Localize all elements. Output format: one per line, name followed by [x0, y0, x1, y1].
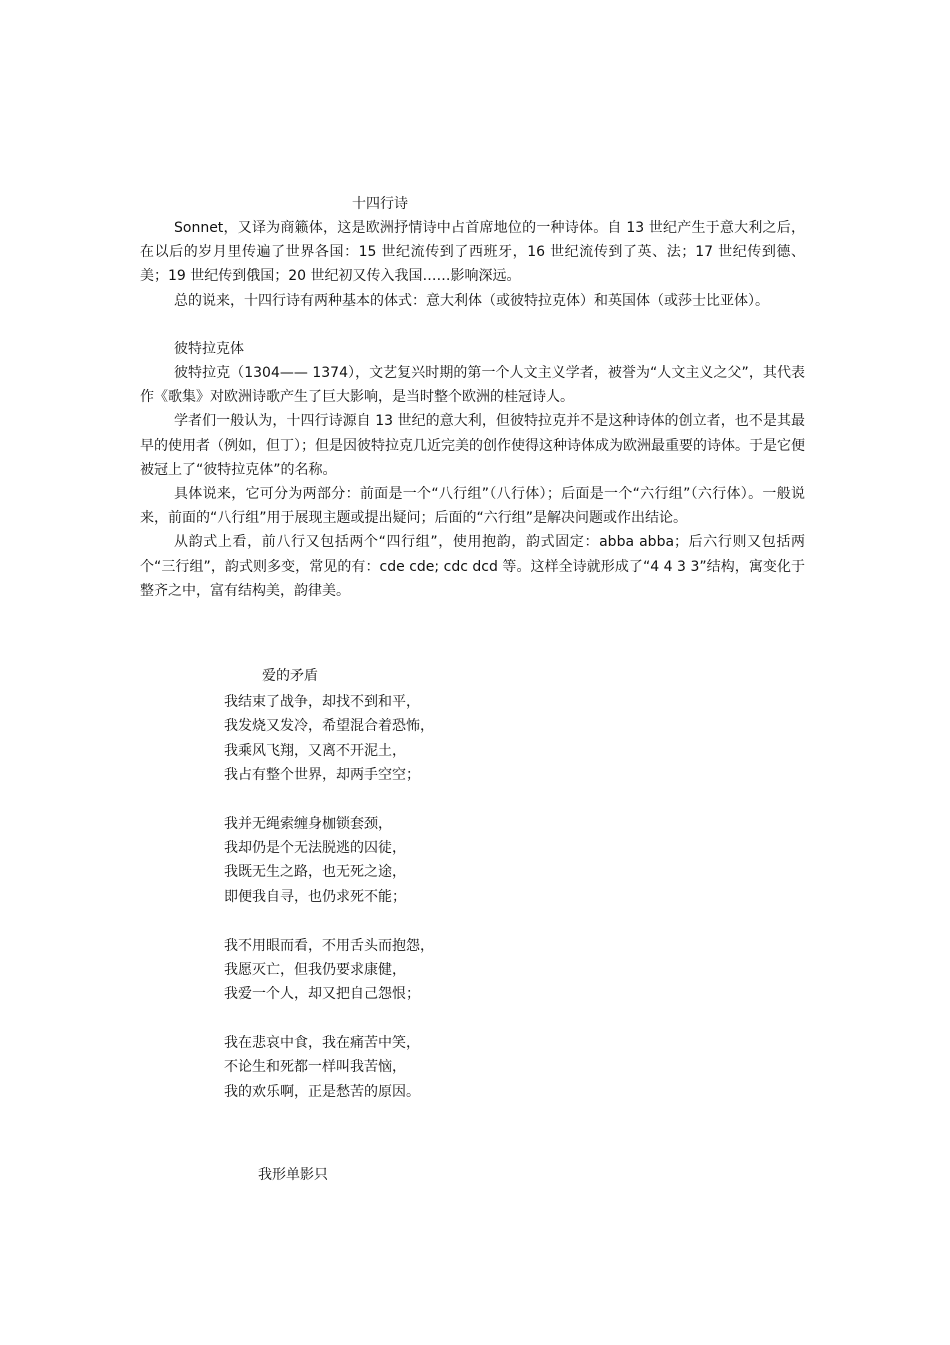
document-title: 十四行诗 — [352, 196, 408, 212]
poem-stanza-1 — [224, 690, 434, 787]
poem-stanza-3 — [224, 934, 434, 1007]
section-paragraph-2: 学者们一般认为，十四行诗源自 13 世纪的意大利，但彼特拉克并不是这种诗体的创立者，也不是其最早的使用者（例如，但丁）；但是因彼特拉克几近完美的创作使得这种诗体成为欧洲最重要的诗体。于是它便被冠上了“彼特拉克体”的名称。 — [140, 413, 805, 478]
spacer — [140, 313, 805, 337]
poem-line: 我既无生之路，也无死之途， — [224, 864, 406, 881]
section-paragraph-1: 彼特拉克（1304—— 1374），文艺复兴时期的第一个人文主义学者，被誉为“人文主义之父”，其代表作《歌集》对欧洲诗歌产生了巨大影响，是当时整个欧洲的桂冠诗人。 — [140, 365, 805, 406]
section-paragraph-3: 具体说来，它可分为两部分：前面是一个“八行组”（八行体）；后面是一个“六行组”（六行体）。一般说来，前面的“八行组”用于展现主题或提出疑问；后面的“六行组”是解决问题或作出结论。 — [140, 486, 805, 527]
section-paragraph-4: 从韵式上看，前八行又包括两个“四行组”，使用抱韵，韵式固定：abba abba；后六行则又包括两个“三行组”，韵式则多变，常见的有：cde cde; cdc dcd 等。这样全诗就形成了“4 4 3 3”结构，寓变化于整齐之中，富有结构美，韵律美。 — [140, 534, 805, 599]
poem-line: 我却仍是个无法脱逃的囚徒， — [224, 840, 406, 857]
poem-stanza-4 — [224, 1031, 434, 1104]
poem-line: 我爱一个人，却又把自己怨恨； — [224, 986, 420, 1003]
next-section-heading: 我形单影只 — [258, 1167, 328, 1183]
poem-line: 即便我自寻，也仍求死不能； — [224, 888, 406, 905]
poem-line: 我发烧又发冷，希望混合着恐怖， — [224, 718, 434, 735]
poem-line: 我占有整个世界，却两手空空； — [224, 766, 420, 783]
poem-title: 爱的矛盾 — [262, 668, 318, 684]
document-body — [140, 216, 805, 603]
intro-paragraph-1: Sonnet，又译为商籁体，这是欧洲抒情诗中占首席地位的一种诗体。自 13 世纪产生于意大利之后，在以后的岁月里传遍了世界各国：15 世纪流传到了西班牙，16 世纪流传到了英、法；17 世纪传到德、美；19 世纪传到俄国；20 世纪初又传入我国……影响深远。 — [140, 220, 805, 285]
poem-line: 我的欢乐啊，正是愁苦的原因。 — [224, 1083, 420, 1100]
poem-line: 我在悲哀中食，我在痛苦中笑， — [224, 1035, 420, 1052]
poem — [224, 690, 434, 1129]
poem-line: 我愿灭亡，但我仍要求康健， — [224, 961, 406, 978]
poem-stanza-2 — [224, 812, 434, 909]
poem-line: 我乘风飞翔，又离不开泥土， — [224, 742, 406, 759]
section-heading: 彼特拉克体 — [174, 340, 244, 357]
poem-line: 我并无绳索缠身枷锁套颈， — [224, 815, 392, 832]
intro-paragraph-2: 总的说来，十四行诗有两种基本的体式：意大利体（或彼特拉克体）和英国体（或莎士比亚体）。 — [174, 292, 769, 309]
poem-line: 我结束了战争，却找不到和平， — [224, 694, 420, 710]
poem-line: 我不用眼而看，不用舌头而抱怨， — [224, 937, 434, 954]
poem-line: 不论生和死都一样叫我苦恼， — [224, 1059, 406, 1076]
